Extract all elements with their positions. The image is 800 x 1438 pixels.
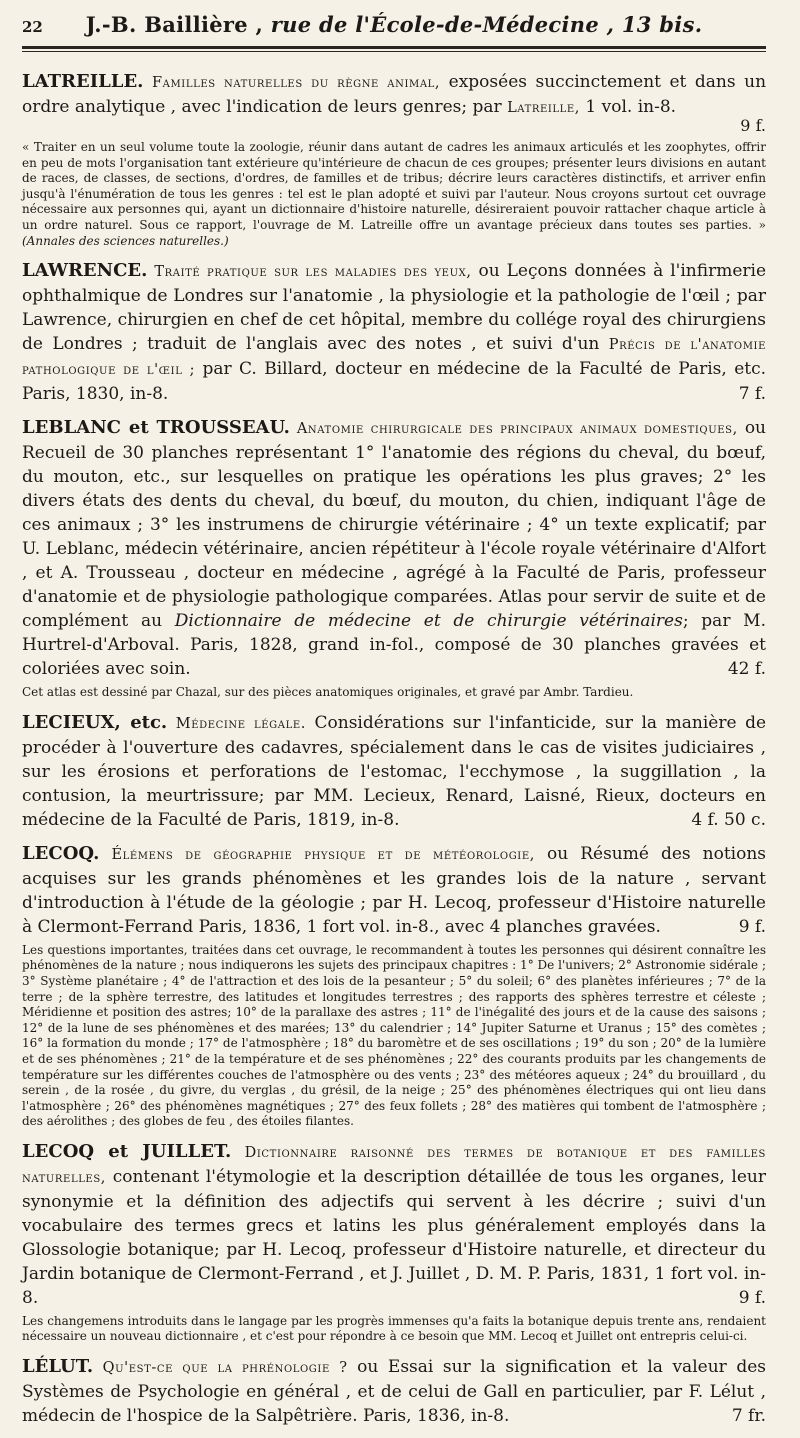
page-header <box>22 8 766 44</box>
entry-headword: LEBLANC et TROUSSEAU. <box>22 417 290 439</box>
entry-note: Cet atlas est dessiné par Chazal, sur des pièces anatomiques originales, et gravé par Ambr. Tardieu. <box>22 685 634 700</box>
entry-note-source: (Annales des sciences naturelles.) <box>22 233 229 248</box>
entry-headword: LECIEUX, etc. <box>22 711 168 733</box>
entry-title: Dictionnaire raisonné des termes de botanique et des familles naturelles, <box>22 1144 766 1186</box>
entry-price: 7 fr. <box>731 1406 766 1427</box>
entry-text: exposées succinctement et dans un ordre analytique , avec l'indication de leurs genres; par <box>22 72 767 117</box>
catalogue-entry <box>22 416 766 701</box>
entry-title: Familles naturelles du règne animal, <box>151 75 441 91</box>
entry-body <box>22 1140 766 1310</box>
entry-body <box>22 416 766 681</box>
publisher-address: rue de l'École-de-Médecine , <box>270 12 615 37</box>
entry-title: Qu'est-ce que la phrénologie ? <box>102 1360 348 1377</box>
entry-body <box>22 711 766 832</box>
entry-price: 7 f. <box>738 384 766 405</box>
entry-price: 4 f. 50 c. <box>691 809 766 830</box>
entry-author: Latreille, <box>507 100 581 116</box>
entry-subtitle: Précis de l'anatomie pathologique de l'œil ; <box>22 337 766 379</box>
entry-note-text: « Traiter en un seul volume toute la zoologie, réunir dans autant de cadres les animaux articulés et les zoophytes, offrir en peu de mots l'organisation tant extérieure qu'intérieure de chacun de ces groupes; présenter leurs divisions en autant de races, de classes, de sections, d'ordres, de familles et de tribus; décrire leurs caractères distinctifs, et arriver enfin jusqu'à l'énumération de tous les genres : tel est le plan adopté et suivi par l'auteur. Nous croyons surtout cet ouvrage nécessaire aux personnes qui, ayant un dictionnaire d'histoire naturelle, désireraient pouvoir rattacher chaque article à un ordre naturel. Sous ce rapport, l'ouvrage de M. Latreille offre un avantage précieux dans toutes ses parties. » <box>22 140 766 232</box>
running-head <box>22 12 766 37</box>
entry-price: 9 f. <box>738 916 766 937</box>
entry-title: Médecine légale. <box>175 715 306 732</box>
catalogue-entry <box>22 70 766 249</box>
header-rule-thick <box>22 46 766 49</box>
entry-body <box>22 842 766 939</box>
entry-body <box>22 1355 766 1428</box>
entry-text: contenant l'étymologie et la description détaillée de tous les organes, leur synonymie et la définition des adjectifs qui servent à les décrire ; suivi d'un vocabulaire des termes grecs et latins les plus généralement employés dans la Glossologie botanique; par H. Lecoq, professeur d'Histoire naturelle, et directeur du Jardin botanique de Clermont-Ferrand , et J. Juillet , D. M. P. Paris, 1831, 1 fort vol. in-8. <box>22 1166 766 1308</box>
entry-text: ou Résumé des notions acquises sur les grands phénomènes et les grandes lois de la nature , servant d'introduction à l'étude de la géologie ; par H. Lecoq, professeur d'Histoire naturelle à Clermont-Ferrand Paris, 1836, 1 fort vol. in-8., avec 4 planches gravées. <box>22 843 767 937</box>
entry-body <box>22 259 766 406</box>
entry-text-continued: par C. Billard, docteur en médecine de la Faculté de Paris, etc. Paris, 1830, in-8. <box>22 359 767 405</box>
page-number: 22 <box>22 18 43 36</box>
catalogue-entry <box>22 842 766 1130</box>
entry-price: 9 f. <box>740 116 766 135</box>
entry-text: ou Leçons données à l'infirmerie ophthalmique de Londres sur l'anatomie , la physiologie et la pathologie de l'œil ; par Lawrence, chirurgien en chef de cet hôpital, membre du collége royal des chirurgiens de Londres ; traduit de l'anglais avec des notes , et suivi d'un <box>22 261 767 355</box>
entry-title: Élémens de géographie physique et de météorologie, <box>111 846 535 863</box>
entry-title: Traité pratique sur les maladies des yeux, <box>154 264 472 281</box>
entry-text: ou Essai sur la signification et la valeur des Systèmes de Psychologie en général , et de celui de Gall en particulier, par F. Lélut , médecin de l'hospice de la Salpêtrière. Paris, 1836, in-8. <box>22 1357 767 1427</box>
entry-headword: LATREILLE. <box>22 71 144 92</box>
catalogue-entry <box>22 711 766 832</box>
entry-note: Les changemens introduits dans le langage par les progrès immenses qu'a faits la botanique depuis trente ans, rendaient nécessaire un nouveau dictionnaire , et c'est pour répondre à ce besoin que MM. Lecoq et Juillet ont entrepris celui-ci. <box>22 1313 766 1344</box>
entry-note: Les questions importantes, traitées dans cet ouvrage, le recommandent à toutes les personnes qui désirent connaître les phénomènes de la nature ; nous indiquerons les sujets des principaux chapitres : 1° De l'univers; 2° Astronomie sidérale ; 3° Système planétaire ; 4° de l'attraction et des lois de la pesanteur ; 5° du soleil; 6° des planètes inférieures ; 7° de la terre ; de la sphère terrestre, des latitudes et longitudes terrestres ; des rapports des sphères terrestre et céleste ; Méridienne et position des astres; 10° de la parallaxe des astres ; 11° de l'inégalité des jours et de la cause des saisons ; 12° de la lune de ses phénomènes et des marées; 13° du calendrier ; 14° Jupiter Saturne et Uranus ; 15° des comètes ; 16° la formation du monde ; 17° de l'atmosphère ; 18° du baromètre et de ses oscillations ; 19° du son ; 20° de la lumière et de ses phénomènes ; 21° de la température et de ses phénomènes ; 22° des courants produits par les changements de température sur les différentes couches de l'atmosphère ou des vents ; 23° des météores aqueux ; 24° du brouillard , du serein , de la rosée , du givre, du verglas , du grésil, de la neige ; 25° des phénomènes électriques qui ont lieu dans l'atmosphère ; 26° des phénomènes magnétiques ; 27° des feux follets ; 28° des matières qui tombent de l'atmosphère ; des aérolithes ; des globes de feu , des étoiles filantes. <box>22 942 766 1129</box>
entry-headword: LAWRENCE. <box>22 260 148 282</box>
entry-headword: LÉLUT. <box>22 1356 94 1378</box>
entry-note <box>22 140 766 249</box>
catalogue-entry <box>22 259 766 406</box>
catalogue-entry <box>22 1355 766 1428</box>
entry-title: Anatomie chirurgicale des principaux animaux domestiques, <box>296 421 738 438</box>
entry-price: 9 f. <box>738 1287 766 1308</box>
entry-tail: 1 vol. in-8. <box>585 97 677 117</box>
entry-headword: LECOQ et JUILLET. <box>22 1140 232 1162</box>
catalogue-entry <box>22 1140 766 1345</box>
entry-price: 42 f. <box>727 659 766 680</box>
publisher-number: 13 bis. <box>621 12 703 37</box>
entry-headword: LECOQ. <box>22 842 100 864</box>
entry-text: ou Recueil de 30 planches représentant 1° l'anatomie des régions du cheval, du bœuf, du mouton, etc., sur lesquelles on pratique les opérations les plus graves; 2° les divers états des dents du cheval, du bœuf, du mouton, du chien, indiquant l'âge de ces animaux ; 3° les instrumens de chirurgie vétérinaire ; 4° un texte explicatif; par U. Leblanc, médecin vétérinaire, ancien répétiteur à l'école royale vétérinaire d'Alfort , et A. Trousseau , docteur en médecine , agrégé à la Faculté de Paris, professeur d'anatomie et de physiologie pathologique comparées. Atlas pour servir de suite et de complément au <box>22 418 766 632</box>
publisher-name: J.-B. Baillière , <box>85 12 264 37</box>
entry-text-continued: ; par M. Hurtrel-d'Arboval. Paris, 1828, grand in-fol., composé de 30 planches gravées et coloriées avec soin. <box>22 611 766 680</box>
entry-italic-title: Dictionnaire de médecine et de chirurgie vétérinaires <box>174 611 683 632</box>
entry-body <box>22 70 766 120</box>
entry-text: Considérations sur l'infanticide, sur la manière de procéder à l'ouverture des cadavres, spécialement dans le cas de visites judiciaires , sur les érosions et perforations de l'estomac, l'ecchymose , la suggillation , la contusion, la meurtrissure; par MM. Lecieux, Renard, Laisné, Rieux, docteurs en médecine de la Faculté de Paris, 1819, in-8. <box>22 712 767 830</box>
header-rule-thin <box>22 51 766 52</box>
